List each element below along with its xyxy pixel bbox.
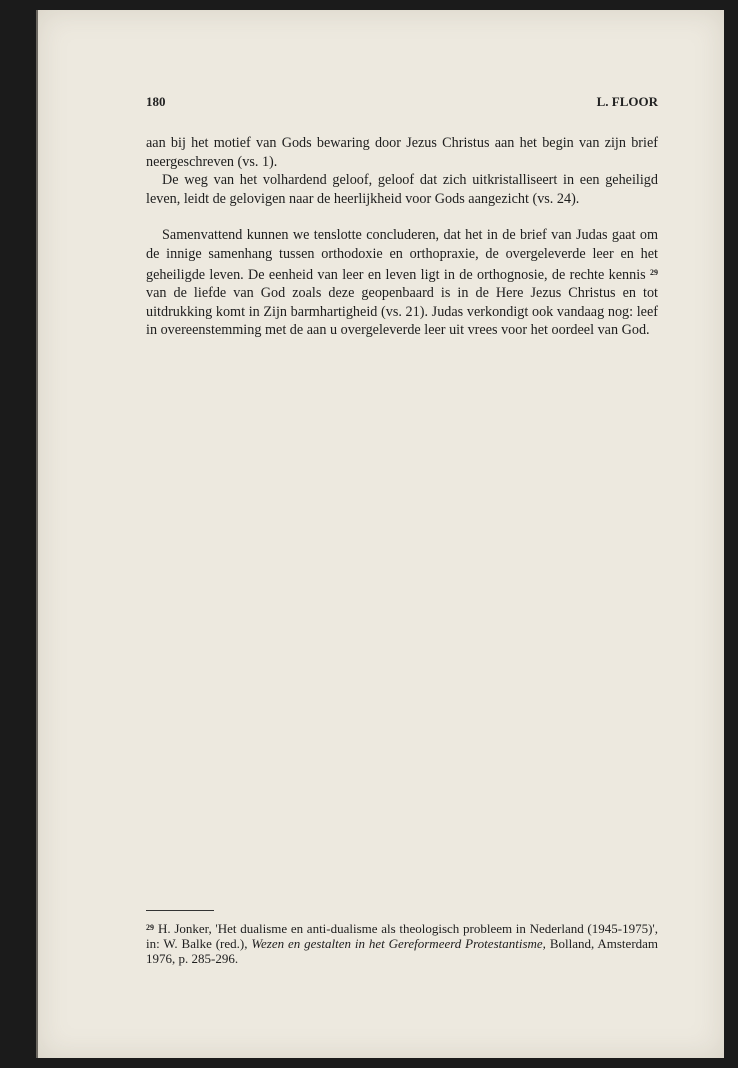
- footnote-text-end: Bolland, Amsterdam 1976, p. 285-296.: [146, 936, 659, 966]
- paragraph: [146, 226, 658, 340]
- paragraph-text: Samenvattend kunnen we tenslotte concluderen, dat het in de brief van Judas gaat om de innige samenhang tussen orthodoxie en orthopraxie, de overgeleverde leer en het geheiligde leven. De eenheid van leer en leven ligt in de orthognosie, de rechte kennis: [146, 227, 658, 283]
- paragraph: De weg van het volhardend geloof, geloof dat zich uitkristalliseert in een geheiligd leven, leidt de gelovigen naar de heerlijkheid voor Gods aangezicht (vs. 24).: [146, 172, 658, 207]
- paragraph: aan bij het motief van Gods bewaring door Jezus Christus aan het begin van zijn brief neergeschreven (vs. 1).: [146, 135, 658, 170]
- footnote-text: H. Jonker, 'Het dualisme en anti-dualisme als theologisch probleem in Nederland (1945-1975)', in: W. Balke (red.),: [146, 921, 658, 951]
- body-text: [146, 134, 658, 340]
- running-head: L. FLOOR: [596, 94, 658, 109]
- page-header: [146, 94, 658, 110]
- footnote-divider: [146, 910, 214, 911]
- footnote-number: 29: [146, 923, 154, 932]
- footnote: [146, 920, 658, 966]
- paragraph-text: van de liefde van God zoals deze geopenbaard is in de Here Jezus Christus en tot uitdrukking komt in Zijn barmhartigheid (vs. 21). Judas verkondigt ook vandaag nog: leef in overeenstemming met de aan u overgeleverde leer uit vrees voor het oordeel van God.: [146, 285, 658, 339]
- footnote-reference: 29: [650, 267, 658, 277]
- document-page: [36, 10, 724, 1058]
- footnote-title: Wezen en gestalten in het Gereformeerd Protestantisme,: [251, 936, 546, 951]
- page-number: 180: [146, 94, 166, 109]
